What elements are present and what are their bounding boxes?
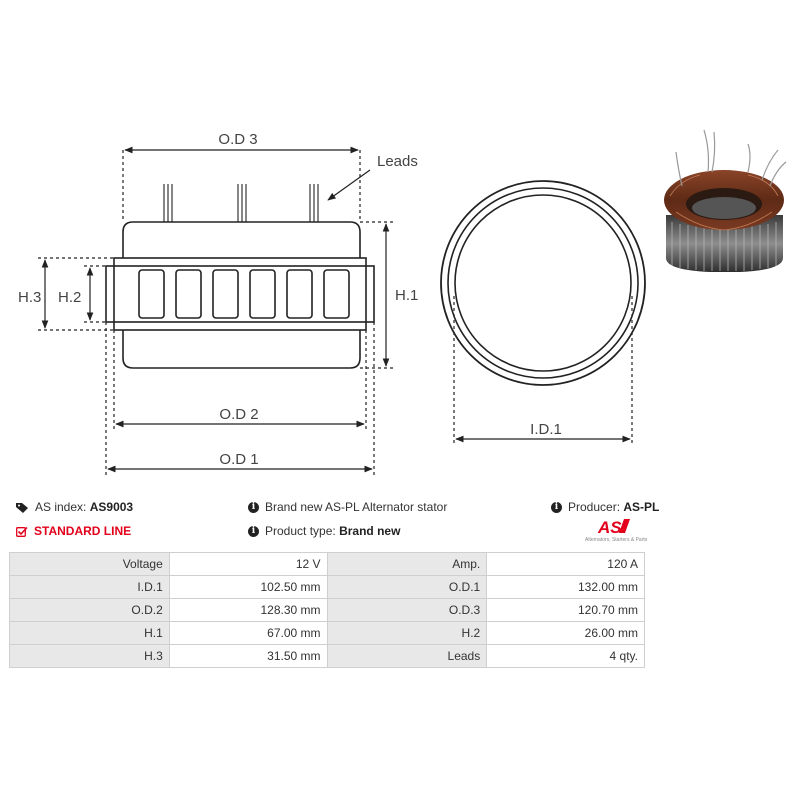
spec-value: 12 V: [169, 553, 327, 576]
producer-label: Producer:: [568, 500, 621, 514]
label-h3: H.3: [18, 289, 42, 306]
description-row: [248, 500, 447, 514]
product-type-row: [248, 524, 400, 538]
logo-text: AS: [598, 518, 622, 537]
label-id1: I.D.1: [530, 421, 562, 438]
tag-icon: [16, 502, 29, 513]
description-text: Brand new AS-PL Alternator stator: [265, 500, 448, 514]
info-icon: i: [248, 526, 259, 537]
as-index-value: AS9003: [89, 500, 134, 514]
table-row: [10, 576, 645, 599]
checkbox-icon: [16, 526, 28, 537]
spec-value: 67.00 mm: [169, 622, 327, 645]
spec-value: 4 qty.: [487, 645, 645, 668]
info-icon: i: [551, 502, 562, 513]
spec-value: 128.30 mm: [169, 599, 327, 622]
logo-tagline: Alternators, Starters & Parts: [585, 537, 648, 543]
spec-value: 132.00 mm: [487, 576, 645, 599]
label-h2: H.2: [58, 289, 82, 306]
spec-label: O.D.2: [10, 599, 170, 622]
label-od2: O.D 2: [219, 406, 259, 423]
spec-label: I.D.1: [10, 576, 170, 599]
as-index-label: AS index:: [35, 500, 87, 514]
spec-label: Voltage: [10, 553, 170, 576]
product-type-value: Brand new: [339, 524, 401, 538]
stator-photo: [664, 130, 786, 272]
producer-row: [551, 500, 659, 514]
info-icon: i: [248, 502, 259, 513]
spec-label: H.3: [10, 645, 170, 668]
producer-value: AS-PL: [623, 500, 660, 514]
table-row: [10, 599, 645, 622]
spec-value: 120.70 mm: [487, 599, 645, 622]
label-h1: H.1: [395, 287, 419, 304]
standard-line-row: [16, 524, 131, 538]
spec-label: Leads: [327, 645, 487, 668]
spec-label: H.1: [10, 622, 170, 645]
table-row: [10, 645, 645, 668]
spec-label: H.2: [327, 622, 487, 645]
spec-value: 102.50 mm: [169, 576, 327, 599]
spec-value: 31.50 mm: [169, 645, 327, 668]
spec-label: O.D.3: [327, 599, 487, 622]
table-row: [10, 622, 645, 645]
stator-top-view: [441, 181, 645, 385]
as-index-row: [16, 500, 133, 514]
spec-label: Amp.: [327, 553, 487, 576]
label-od3: O.D 3: [218, 131, 258, 148]
specs-table: [9, 552, 645, 668]
standard-line-label: STANDARD LINE: [34, 524, 132, 538]
table-row: [10, 553, 645, 576]
label-leads: Leads: [377, 153, 418, 170]
spec-value: 120 A: [487, 553, 645, 576]
stator-side-view: [106, 184, 374, 368]
spec-value: 26.00 mm: [487, 622, 645, 645]
label-od1: O.D 1: [219, 451, 259, 468]
spec-label: O.D.1: [327, 576, 487, 599]
product-type-label: Product type:: [265, 524, 336, 538]
